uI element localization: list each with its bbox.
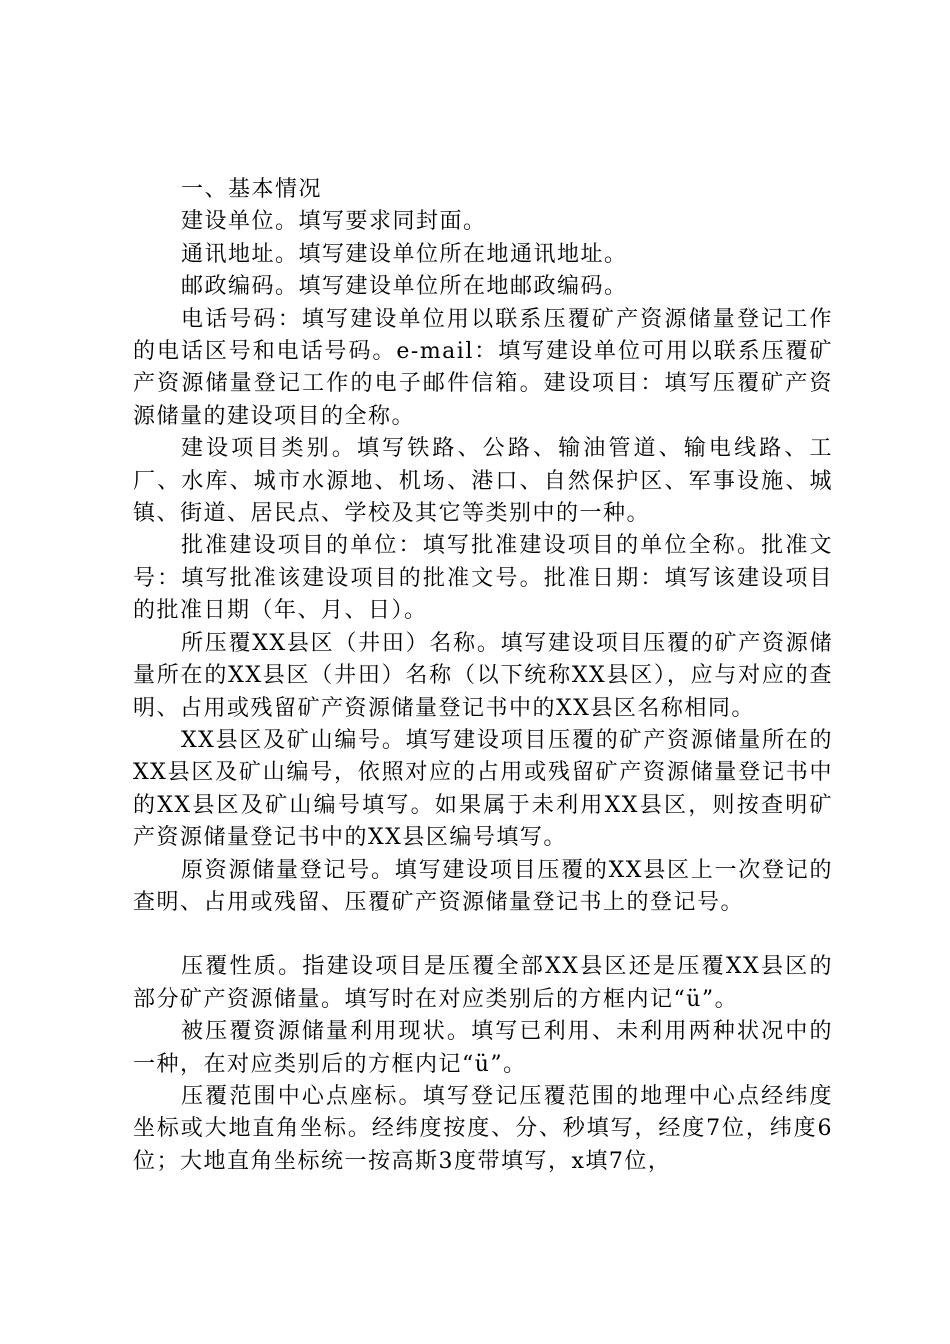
paragraph-approval: 批准建设项目的单位：填写批准建设项目的单位全称。批准文号：填写批准该建设项目的批准文号。批准日期：填写该建设项目的批准日期（年、月、日）。 <box>133 533 833 624</box>
paragraph-registration-number: 原资源储量登记号。填写建设项目压覆的XX县区上一次登记的查明、占用或残留、压覆矿产资源储量登记书上的登记号。 <box>133 857 833 915</box>
paragraph-phone-email-project: 电话号码：填写建设单位用以联系压覆矿产资源储量登记工作的电话区号和电话号码。e-mail：填写建设单位可用以联系压覆矿产资源储量登记工作的电子邮件信箱。建设项目：填写压覆矿产资源储量的建设项目的全称。 <box>133 306 833 429</box>
paragraph-utilization-status: 被压覆资源储量利用现状。填写已利用、未利用两种状况中的一种，在对应类别后的方框内记“ü”。 <box>133 1019 833 1077</box>
paragraph-mailing-address: 通讯地址。填写建设单位所在地通讯地址。 <box>181 241 628 267</box>
paragraph-area-mine-number: XX县区及矿山编号。填写建设项目压覆的矿产资源储量所在的XX县区及矿山编号，依照对应的占用或残留矿产资源储量登记书中的XX县区及矿山编号填写。如果属于未利用XX县区，则按查明矿产资源储量登记书中的XX县区编号填写。 <box>133 727 833 851</box>
paragraph-postal-code: 邮政编码。填写建设单位所在地邮政编码。 <box>181 274 628 300</box>
paragraph-area-name: 所压覆XX县区（井田）名称。填写建设项目压覆的矿产资源储量所在的XX县区（井田）名称（以下统称XX县区），应与对应的查明、占用或残留矿产资源储量登记书中的XX县区名称相同。 <box>133 630 833 721</box>
paragraph-coverage-nature: 压覆性质。指建设项目是压覆全部XX县区还是压覆XX县区的部分矿产资源储量。填写时在对应类别后的方框内记“ü”。 <box>133 954 833 1012</box>
paragraph-center-coordinates: 压覆范围中心点座标。填写登记压覆范围的地理中心点经纬度坐标或大地直角坐标。经纬度按度、分、秒填写，经度7位，纬度6位；大地直角坐标统一按高斯3度带填写，x填7位， <box>133 1083 833 1174</box>
paragraph-project-category: 建设项目类别。填写铁路、公路、输油管道、输电线路、工厂、水库、城市水源地、机场、港口、自然保护区、军事设施、城镇、街道、居民点、学校及其它等类别中的一种。 <box>133 436 833 527</box>
section-heading: 一、基本情况 <box>181 177 323 202</box>
document-body <box>133 174 833 1178</box>
paragraph-gap <box>133 919 833 951</box>
paragraph-construction-unit: 建设单位。填写要求同封面。 <box>181 209 487 235</box>
